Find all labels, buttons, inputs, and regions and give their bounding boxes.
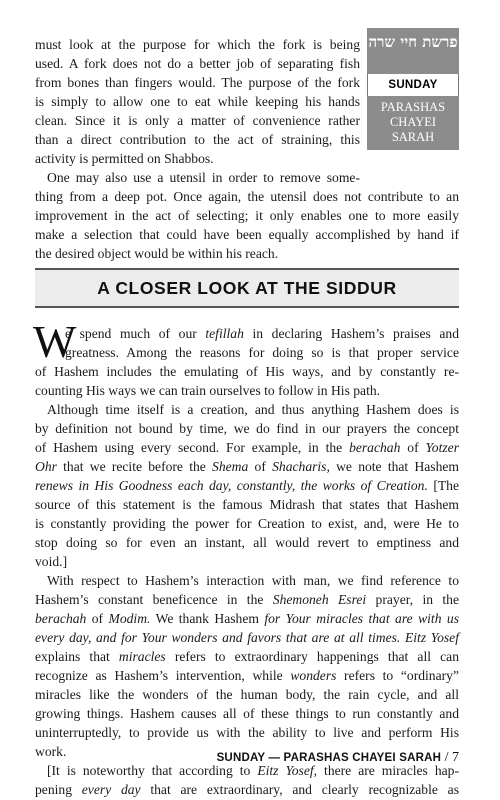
parasha-name-line: PARASHAS	[380, 100, 446, 114]
text-line: the desired object would be within his reach.	[35, 246, 279, 261]
text-line: activity is permitted on Shabbos.	[35, 151, 214, 166]
text-line: miracles like the wonders of the human body, the rain cycle, and all	[35, 687, 459, 702]
text-line: used. A fork does not do a better job of separating fish	[35, 56, 360, 71]
text-line: every day, and for Your wonders and favors that are at all times. Eitz Yosef	[35, 630, 459, 645]
running-head: SUNDAY — PARASHAS CHAYEI SARAH	[216, 752, 442, 764]
page-number: 7	[452, 750, 459, 765]
text-line: pening every day that are extraordinary, and clearly recognizable as	[35, 782, 459, 797]
parasha-name-line: CHAYEI	[389, 115, 437, 129]
text-line: clean. Since it is only a matter of convenience rather	[35, 113, 360, 128]
text-line: uninterruptedly, to provide us with the ability to live and perform His	[35, 725, 459, 740]
footer-separator: /	[441, 750, 452, 765]
top-paragraph	[35, 35, 360, 168]
text-line: make a selection that could have been equally accomplished by hand if	[35, 227, 459, 242]
paragraph-utensil	[35, 168, 360, 187]
text-line: by definition not bound by time, we do find in our prayers the concept	[35, 421, 459, 436]
text-line: thing from a deep pot. Once again, the utensil does not contribute to an	[35, 189, 459, 204]
text-line: of Hashem using every second. For example, in the berachah of Yotzer	[35, 440, 459, 455]
text-line: e spend much of our tefillah in declaring Hashem’s praises and	[65, 326, 459, 341]
text-line: than a direct contribution to the act of straining, this	[35, 132, 360, 147]
text-line: growing things. Hashem causes all of these things to run constantly and	[35, 706, 459, 721]
drop-cap: W	[33, 316, 77, 367]
parasha-name	[367, 96, 459, 150]
text-line: from bones than fingers would. The purpose of the fork	[35, 75, 360, 90]
text-line: Hashem’s constant beneficence in the Shemoneh Esrei prayer, in the	[35, 592, 459, 607]
parasha-hebrew-title: פרשת חיי שרה	[367, 28, 459, 74]
text-line: Ohr that we recite before the Shema of Shacharis, we note that Hashem	[35, 459, 459, 474]
text-line: berachah of Modim. We thank Hashem for Your miracles that are with us	[35, 611, 459, 626]
text-line: greatness. Among the reasons for doing so is that proper service	[65, 345, 459, 360]
text-line: With respect to Hashem’s interaction with man, we find reference to	[47, 573, 459, 588]
parasha-name-line: SARAH	[391, 130, 435, 144]
text-line: [It is noteworthy that according to Eitz Yosef, there are miracles hap-	[47, 763, 459, 778]
text-line: work.	[35, 744, 67, 759]
text-line: must look at the purpose for which the fork is being	[35, 37, 360, 52]
section-heading-banner	[35, 268, 459, 308]
text-line: source of this statement is the famous Midrash that states that Hashem	[35, 497, 459, 512]
section-title: A CLOSER LOOK AT THE SIDDUR	[97, 278, 397, 298]
text-line: Although time itself is a creation, and thus anything Hashem does is	[47, 402, 459, 417]
body-text	[35, 324, 459, 799]
text-line: renews in His Goodness each day, constantly, the works of Creation. [The	[35, 478, 459, 493]
text-line: One may also use a utensil in order to remove some-	[47, 170, 360, 185]
paragraph-utensil-cont	[35, 187, 459, 263]
text-line: stop doing so for even an instant, all would revert to emptiness and	[35, 535, 459, 550]
text-line: is simply to allow one to eat while keeping his hands	[35, 94, 360, 109]
page-footer	[200, 750, 459, 766]
text-line: recognize as Hashem’s intervention, while wonders refers to “ordinary”	[35, 668, 459, 683]
text-line: void.]	[35, 554, 68, 569]
text-line: counting His ways we can train ourselves to follow in His path.	[35, 383, 381, 398]
text-line: of Hashem includes the emulating of His ways, and by constantly re-	[35, 364, 459, 379]
text-line: is constantly providing the power for Creation to exist, and, were He to	[35, 516, 459, 531]
parasha-box	[367, 28, 459, 150]
text-line: improvement in the act of selecting; it only enables one to more easily	[35, 208, 459, 223]
text-line: explains that miracles refers to extraordinary happenings that all can	[35, 649, 459, 664]
parasha-day-label: SUNDAY	[367, 74, 459, 96]
